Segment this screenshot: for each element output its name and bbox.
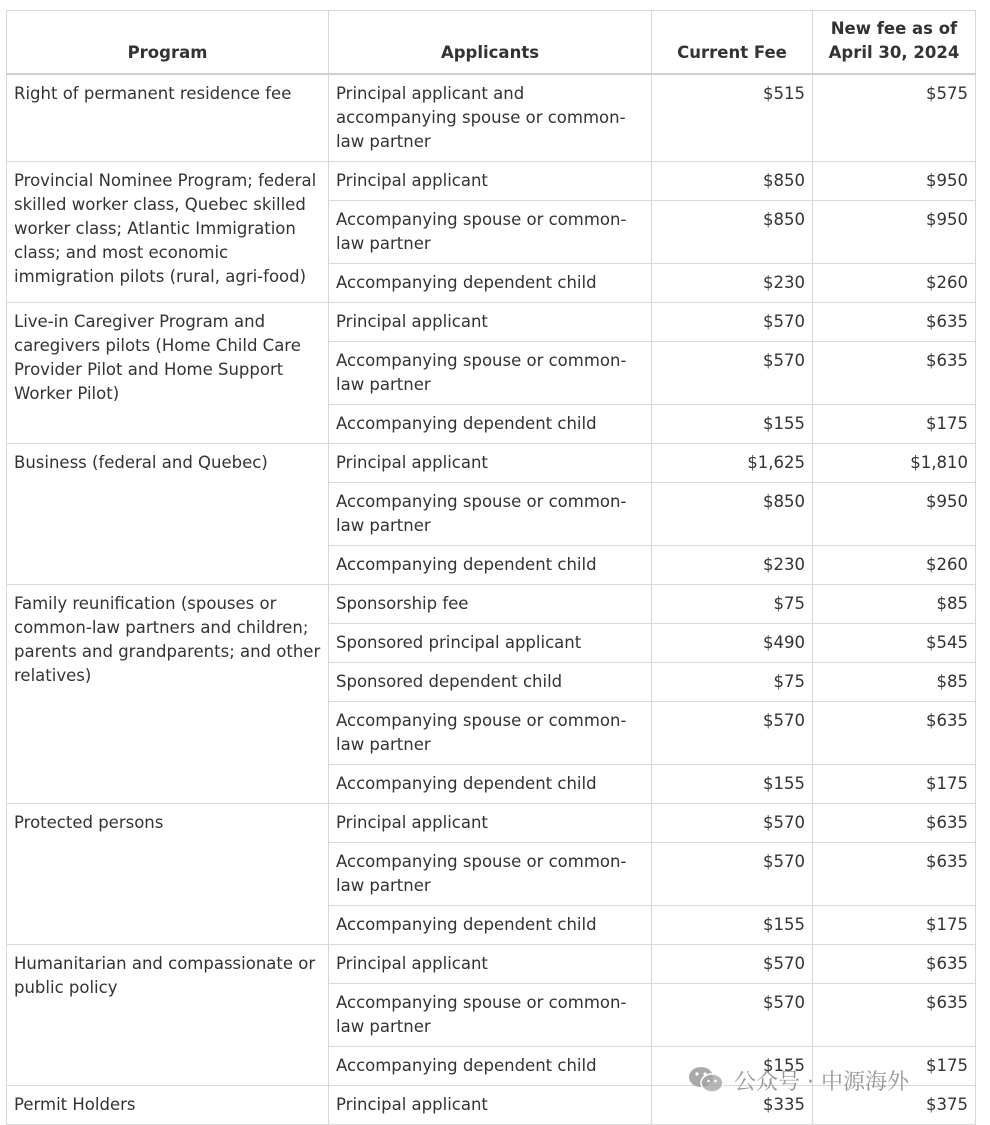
new-fee-cell: $260 xyxy=(813,546,976,585)
new-fee-cell: $635 xyxy=(813,945,976,984)
current-fee-cell: $850 xyxy=(652,483,813,546)
current-fee-cell: $490 xyxy=(652,624,813,663)
applicant-cell: Principal applicant xyxy=(329,444,652,483)
applicant-cell: Principal applicant xyxy=(329,303,652,342)
applicant-cell: Accompanying dependent child xyxy=(329,405,652,444)
new-fee-cell: $1,810 xyxy=(813,444,976,483)
new-fee-cell: $175 xyxy=(813,1047,976,1086)
applicant-cell: Accompanying dependent child xyxy=(329,264,652,303)
header-applicants: Applicants xyxy=(329,11,652,75)
current-fee-cell: $230 xyxy=(652,264,813,303)
applicant-cell: Accompanying dependent child xyxy=(329,765,652,804)
program-cell: Protected persons xyxy=(7,804,329,945)
applicant-cell: Sponsorship fee xyxy=(329,585,652,624)
current-fee-cell: $230 xyxy=(652,546,813,585)
fee-table xyxy=(6,10,976,1125)
program-cell: Right of permanent residence fee xyxy=(7,74,329,162)
applicant-cell: Accompanying dependent child xyxy=(329,1047,652,1086)
new-fee-cell: $950 xyxy=(813,201,976,264)
table-row xyxy=(7,585,976,624)
fee-table-header xyxy=(7,11,976,75)
current-fee-cell: $570 xyxy=(652,303,813,342)
current-fee-cell: $155 xyxy=(652,405,813,444)
applicant-cell: Accompanying spouse or common-law partner xyxy=(329,342,652,405)
applicant-cell: Accompanying spouse or common-law partner xyxy=(329,984,652,1047)
table-row xyxy=(7,444,976,483)
new-fee-cell: $635 xyxy=(813,804,976,843)
new-fee-cell: $175 xyxy=(813,405,976,444)
table-row xyxy=(7,74,976,162)
fee-table-body xyxy=(7,74,976,1125)
current-fee-cell: $570 xyxy=(652,945,813,984)
header-program: Program xyxy=(7,11,329,75)
current-fee-cell: $75 xyxy=(652,663,813,702)
program-cell: Live-in Caregiver Program and caregivers pilots (Home Child Care Provider Pilot and Home Support Worker Pilot) xyxy=(7,303,329,444)
program-cell: Permit Holders xyxy=(7,1086,329,1125)
new-fee-cell: $85 xyxy=(813,663,976,702)
applicant-cell: Principal applicant xyxy=(329,804,652,843)
applicant-cell: Accompanying spouse or common-law partner xyxy=(329,843,652,906)
program-cell: Humanitarian and compassionate or public policy xyxy=(7,945,329,1086)
new-fee-cell: $575 xyxy=(813,74,976,162)
applicant-cell: Accompanying spouse or common-law partner xyxy=(329,201,652,264)
applicant-cell: Accompanying spouse or common-law partner xyxy=(329,702,652,765)
wechat-icon xyxy=(686,1064,726,1096)
header-current-fee: Current Fee xyxy=(652,11,813,75)
new-fee-cell: $635 xyxy=(813,984,976,1047)
applicant-cell: Accompanying spouse or common-law partner xyxy=(329,483,652,546)
current-fee-cell: $570 xyxy=(652,804,813,843)
current-fee-cell: $850 xyxy=(652,201,813,264)
new-fee-cell: $635 xyxy=(813,303,976,342)
new-fee-cell: $175 xyxy=(813,906,976,945)
new-fee-cell: $635 xyxy=(813,843,976,906)
applicant-cell: Principal applicant xyxy=(329,1086,652,1125)
new-fee-cell: $635 xyxy=(813,702,976,765)
current-fee-cell: $570 xyxy=(652,843,813,906)
current-fee-cell: $155 xyxy=(652,765,813,804)
applicant-cell: Sponsored dependent child xyxy=(329,663,652,702)
current-fee-cell: $155 xyxy=(652,1047,813,1086)
program-cell: Provincial Nominee Program; federal skilled worker class, Quebec skilled worker class; Atlantic Immigration class; and most economic immigration pilots (rural, agri-food) xyxy=(7,162,329,303)
applicant-cell: Principal applicant and accompanying spouse or common-law partner xyxy=(329,74,652,162)
program-cell: Family reunification (spouses or common-law partners and children; parents and grandparents; and other relatives) xyxy=(7,585,329,804)
table-row xyxy=(7,945,976,984)
program-cell: Business (federal and Quebec) xyxy=(7,444,329,585)
new-fee-cell: $85 xyxy=(813,585,976,624)
new-fee-cell: $950 xyxy=(813,483,976,546)
new-fee-cell: $950 xyxy=(813,162,976,201)
current-fee-cell: $75 xyxy=(652,585,813,624)
current-fee-cell: $335 xyxy=(652,1086,813,1125)
current-fee-cell: $570 xyxy=(652,342,813,405)
table-row xyxy=(7,303,976,342)
current-fee-cell: $1,625 xyxy=(652,444,813,483)
applicant-cell: Accompanying dependent child xyxy=(329,906,652,945)
new-fee-cell: $635 xyxy=(813,342,976,405)
current-fee-cell: $570 xyxy=(652,702,813,765)
applicant-cell: Principal applicant xyxy=(329,162,652,201)
applicant-cell: Accompanying dependent child xyxy=(329,546,652,585)
new-fee-cell: $375 xyxy=(813,1086,976,1125)
current-fee-cell: $515 xyxy=(652,74,813,162)
current-fee-cell: $850 xyxy=(652,162,813,201)
table-row xyxy=(7,804,976,843)
watermark xyxy=(686,1063,909,1097)
current-fee-cell: $570 xyxy=(652,984,813,1047)
new-fee-cell: $260 xyxy=(813,264,976,303)
new-fee-cell: $545 xyxy=(813,624,976,663)
header-new-fee: New fee as of April 30, 2024 xyxy=(813,11,976,75)
table-row xyxy=(7,162,976,201)
applicant-cell: Principal applicant xyxy=(329,945,652,984)
current-fee-cell: $155 xyxy=(652,906,813,945)
watermark-text: 公众号 · 中源海外 xyxy=(734,1069,909,1095)
new-fee-cell: $175 xyxy=(813,765,976,804)
applicant-cell: Sponsored principal applicant xyxy=(329,624,652,663)
